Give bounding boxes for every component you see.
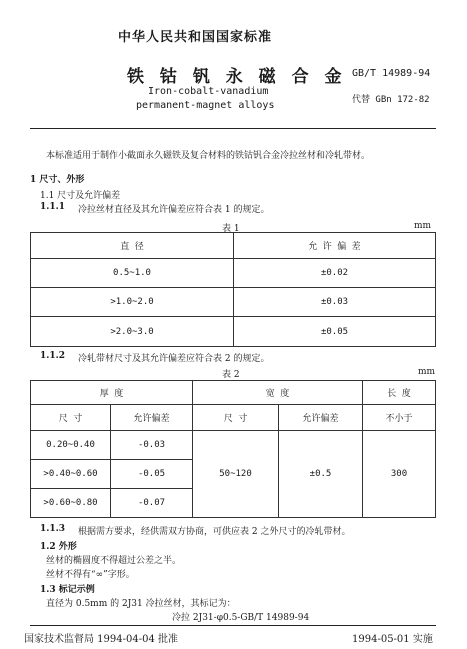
replaces-standard: 代替 GBn 172-82 <box>352 95 430 105</box>
section-1-3-line-2: 冷拉 2J31-φ0.5-GB/T 14989-94 <box>172 613 310 623</box>
section-1-heading: 1 尺寸、外形 <box>30 175 85 185</box>
table-2-subheader: 允许偏差 <box>111 405 193 431</box>
table-1 <box>30 232 436 347</box>
table-1-caption: 表 1 <box>222 224 240 234</box>
section-1-1-3-text: 根据需方要求，经供需双方协商，可供应表 2 之外尺寸的冷轧带材。 <box>78 527 351 537</box>
section-1-1-1-number: 1.1.1 <box>40 202 66 212</box>
section-1-1-2-number: 1.1.2 <box>40 351 66 361</box>
table-2-unit: mm <box>418 367 436 377</box>
english-title-line-1: Iron-cobalt-vanadium <box>148 86 269 97</box>
table-1-header-diameter: 直 径 <box>31 233 234 259</box>
table-2-cell: >0.40~0.60 <box>31 460 111 489</box>
table-1-cell: ±0.02 <box>234 259 436 288</box>
section-1-1-heading: 1.1 尺寸及允许偏差 <box>40 191 121 201</box>
section-1-2-line-2: 丝材不得有“∞”字形。 <box>46 570 135 580</box>
table-1-header-tolerance: 允 许 偏 差 <box>234 233 436 259</box>
table-2-group-width: 宽 度 <box>193 381 363 405</box>
table-2-cell: >0.60~0.80 <box>31 489 111 518</box>
effective-date: 1994-05-01 实施 <box>352 634 433 645</box>
table-2-width-size: 50~120 <box>193 431 279 518</box>
table-1-cell: 0.5~1.0 <box>31 259 234 288</box>
table-1-cell: >1.0~2.0 <box>31 288 234 317</box>
table-2-cell: 0.20~0.40 <box>31 431 111 460</box>
table-2-width-tolerance: ±0.5 <box>279 431 363 518</box>
table-2-group-thickness: 厚 度 <box>31 381 193 405</box>
table-2-caption: 表 2 <box>222 370 240 380</box>
english-title-line-2: permanent-magnet alloys <box>136 100 275 111</box>
table-2-cell: -0.05 <box>111 460 193 489</box>
section-1-1-3-number: 1.1.3 <box>40 524 66 534</box>
section-1-3-heading: 1.3 标记示例 <box>40 585 95 595</box>
header-divider <box>30 128 436 129</box>
table-2-cell: -0.03 <box>111 431 193 460</box>
table-2-subheader: 尺 寸 <box>31 405 111 431</box>
section-1-1-1-text: 冷拉丝材直径及其允许偏差应符合表 1 的规定。 <box>78 205 270 215</box>
table-2-group-length: 长 度 <box>363 381 436 405</box>
issuing-header: 中华人民共和国国家标准 <box>118 30 273 45</box>
footer-divider <box>30 625 436 626</box>
section-1-2-heading: 1.2 外形 <box>40 542 77 552</box>
table-2-length-min: 300 <box>363 431 436 518</box>
table-1-cell: ±0.03 <box>234 288 436 317</box>
scope-paragraph: 本标准适用于制作小截面永久磁铁及复合材料的铁钴钒合金冷拉丝材和冷轧带材。 <box>46 151 371 161</box>
table-2-subheader: 不小于 <box>363 405 436 431</box>
section-1-2-line-1: 丝材的椭圆度不得超过公差之半。 <box>46 556 182 566</box>
table-2-subheader: 尺 寸 <box>193 405 279 431</box>
section-1-3-line-1: 直径为 0.5mm 的 2J31 冷拉丝材，其标记为： <box>46 599 236 609</box>
table-1-unit: mm <box>414 221 432 231</box>
table-2-cell: -0.07 <box>111 489 193 518</box>
section-1-1-2-text: 冷轧带材尺寸及其允许偏差应符合表 2 的规定。 <box>78 354 270 364</box>
table-2-subheader: 允许偏差 <box>279 405 363 431</box>
table-1-cell: ±0.05 <box>234 317 436 347</box>
standard-number: GB/T 14989-94 <box>352 68 431 79</box>
table-1-cell: >2.0~3.0 <box>31 317 234 347</box>
approval-date: 国家技术监督局 1994-04-04 批准 <box>24 634 179 645</box>
document-title: 铁 钴 钒 永 磁 合 金 <box>127 67 347 87</box>
table-2 <box>30 380 436 518</box>
